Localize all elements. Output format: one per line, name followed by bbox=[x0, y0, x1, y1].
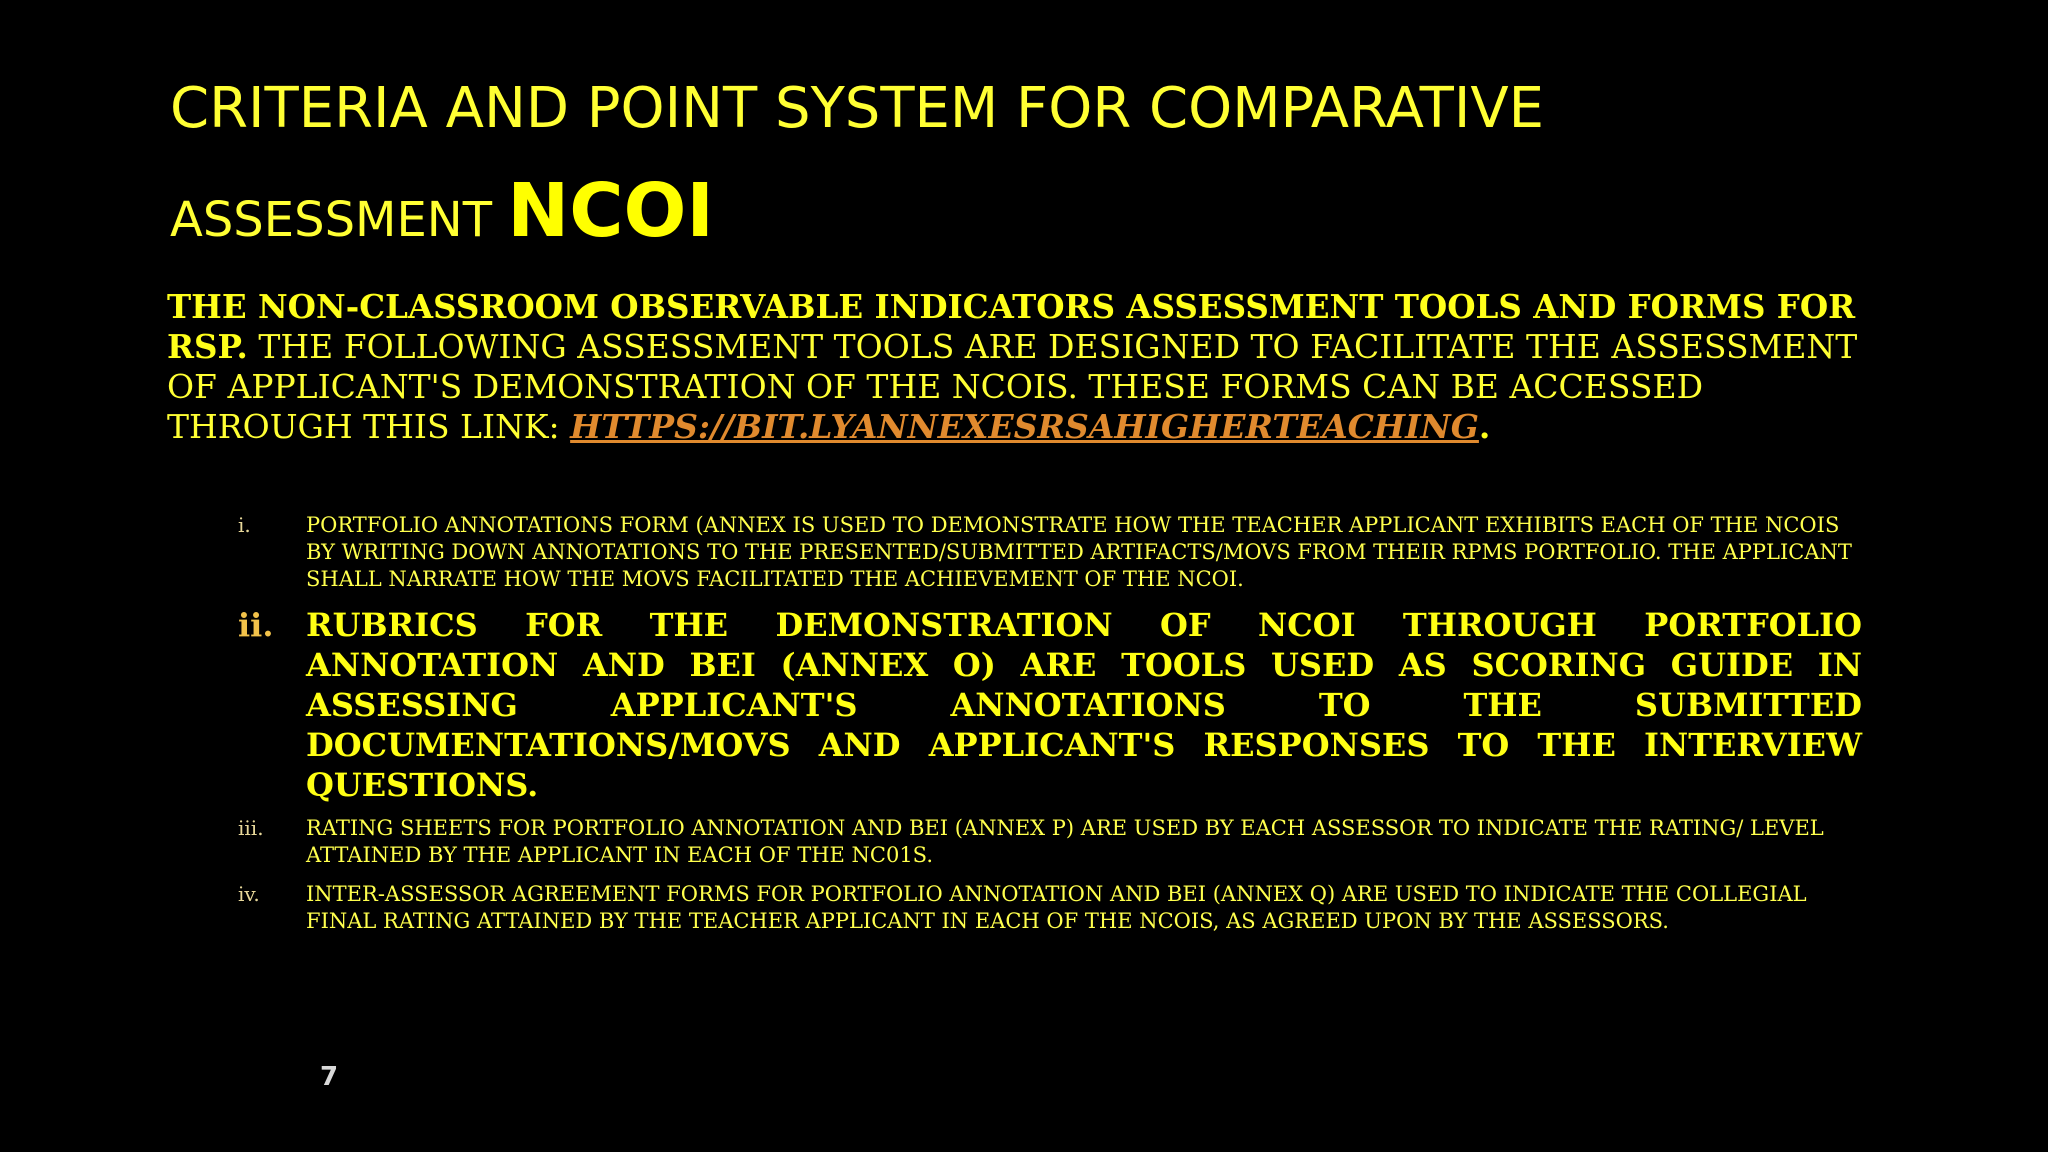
list-item-text: RATING SHEETS FOR PORTFOLIO ANNOTATION AND BEI (ANNEX P) ARE USED BY EACH ASSESSOR TO INDICATE THE RATING/ LEVEL ATTAINED BY THE APPLICANT IN EACH OF THE NC01S. bbox=[306, 816, 1824, 867]
list-marker: ii. bbox=[238, 606, 274, 644]
title-line-2-prefix: ASSESSMENT bbox=[170, 192, 508, 248]
intro-lead: THE NON-CLASSROOM OBSERVABLE INDICATORS ASSESSMENT TOOLS AND FORMS FOR RSP. bbox=[167, 287, 1856, 366]
list-item bbox=[238, 605, 1862, 805]
page-number: 7 bbox=[320, 1062, 339, 1092]
list-item-text: PORTFOLIO ANNOTATIONS FORM (ANNEX IS USED TO DEMONSTRATE HOW THE TEACHER APPLICANT EXHIBITS EACH OF THE NCOIS BY WRITING DOWN ANNOTATIONS TO THE PRESENTED/SUBMITTED ARTIFACTS/MOVS FROM THEIR RPMS PORTFOLIO. THE APPLICANT SHALL NARRATE HOW THE MOVS FACILITATED THE ACHIEVEMENT OF THE NCOI. bbox=[306, 513, 1852, 591]
slide-title bbox=[170, 58, 1870, 271]
list-item bbox=[238, 881, 1862, 935]
annex-link[interactable]: HTTPS://BIT.LYANNEXESRSAHIGHERTEACHING bbox=[570, 407, 1479, 446]
list-item bbox=[238, 512, 1862, 593]
title-line-2 bbox=[170, 160, 1870, 271]
title-emphasis: NCOI bbox=[507, 168, 714, 254]
list-item bbox=[238, 815, 1862, 869]
list-marker: iv. bbox=[238, 882, 260, 906]
title-line-1: CRITERIA AND POINT SYSTEM FOR COMPARATIVE bbox=[170, 76, 1545, 141]
list-marker: i. bbox=[238, 513, 251, 537]
list-marker: iii. bbox=[238, 816, 264, 840]
intro-trailing: . bbox=[1478, 407, 1491, 446]
intro-body: THE FOLLOWING ASSESSMENT TOOLS ARE DESIGNED TO FACILITATE THE ASSESSMENT OF APPLICANT'S DEMONSTRATION OF THE NCOIS. THESE FORMS CAN BE ACCESSED THROUGH THIS LINK: bbox=[167, 327, 1858, 446]
list-item-text: RUBRICS FOR THE DEMONSTRATION OF NCOI THROUGH PORTFOLIO ANNOTATION AND BEI (ANNEX O) ARE TOOLS USED AS SCORING GUIDE IN ASSESSING APPLICANT'S ANNOTATIONS TO THE SUBMITTED DOCUMENTATIONS/MOVS AND APPLICANT'S RESPONSES TO THE INTERVIEW QUESTIONS. bbox=[306, 606, 1862, 804]
intro-paragraph bbox=[167, 287, 1887, 447]
list-item-text: INTER-ASSESSOR AGREEMENT FORMS FOR PORTFOLIO ANNOTATION AND BEI (ANNEX Q) ARE USED TO INDICATE THE COLLEGIAL FINAL RATING ATTAINED BY THE TEACHER APPLICANT IN EACH OF THE NCOIS, AS AGREED UPON BY THE ASSESSORS. bbox=[306, 882, 1807, 933]
tools-list bbox=[238, 512, 1862, 947]
